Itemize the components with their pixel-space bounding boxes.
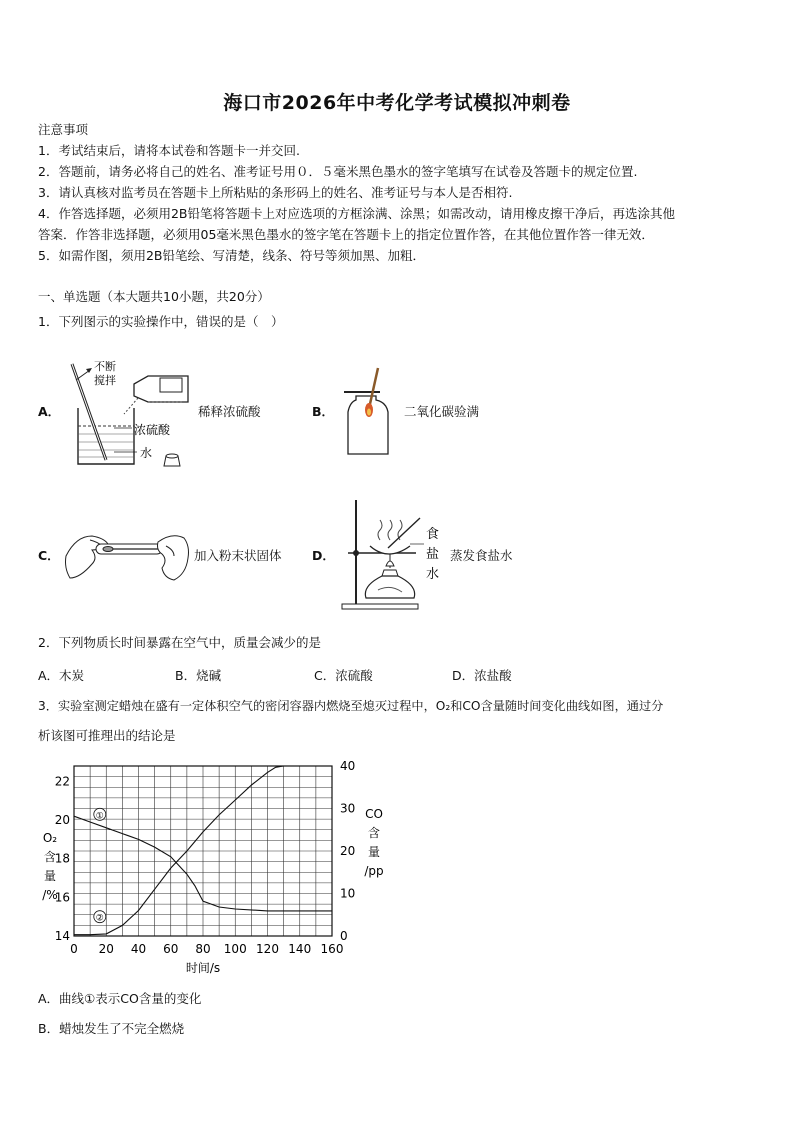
y-left-tick-label: 16 bbox=[54, 890, 70, 905]
question-3-stem: 3．实验室测定蜡烛在盛有一定体积空气的密闭容器内燃烧至熄灭过程中，O₂和CO含量随时间变化曲线如图，通过分 bbox=[38, 699, 664, 713]
notice-heading: 注意事项 bbox=[38, 122, 89, 137]
y-right-axis-label: 含 bbox=[367, 826, 381, 840]
q2-option-d: D．浓盐酸 bbox=[452, 668, 512, 683]
y-right-tick-label: 0 bbox=[340, 929, 348, 943]
option-a-letter: A． bbox=[38, 404, 61, 419]
label-water: 水 bbox=[140, 446, 153, 460]
label-stir-2: 搅拌 bbox=[94, 374, 116, 387]
y-right-tick-label: 10 bbox=[340, 886, 356, 901]
x-tick-label: 100 bbox=[223, 942, 247, 956]
notice-item: 5．如需作图，须用2B铅笔绘、写清楚，线条、符号等须加黑、加粗． bbox=[38, 248, 425, 263]
y-left-axis-label: /% bbox=[42, 888, 58, 902]
option-c-letter: C． bbox=[38, 548, 60, 563]
o2-co-chart bbox=[36, 760, 396, 980]
x-tick-label: 80 bbox=[195, 942, 211, 956]
notice-item: 2．答题前，请务必将自己的姓名、准考证号用０．５毫米黑色墨水的签字笔填写在试卷及答题卡的规定位置. bbox=[38, 164, 638, 179]
y-right-tick-label: 40 bbox=[340, 760, 356, 773]
option-b-letter: B． bbox=[312, 404, 335, 419]
y-left-axis-label: 含 bbox=[43, 850, 57, 864]
q3-option-b: B．蜡烛发生了不完全燃烧 bbox=[38, 1021, 185, 1036]
notice-item: 3．请认真核对监考员在答题卡上所粘贴的条形码上的姓名、准考证号与本人是否相符. bbox=[38, 185, 513, 200]
question-2-stem: 2．下列物质长时间暴露在空气中，质量会减少的是 bbox=[38, 635, 321, 650]
label-d-3: 水 bbox=[426, 567, 440, 582]
y-right-axis-label: /pp bbox=[364, 864, 384, 878]
x-tick-label: 160 bbox=[320, 942, 344, 956]
label-d-1: 食 bbox=[426, 527, 440, 542]
dilute-acid-figure bbox=[62, 356, 204, 474]
y-right-axis-label: 量 bbox=[367, 845, 381, 859]
curve-label: ① bbox=[95, 811, 104, 822]
option-d-caption: 蒸发食盐水 bbox=[450, 548, 513, 563]
add-powder-figure bbox=[62, 520, 192, 584]
y-left-tick-label: 14 bbox=[54, 929, 70, 943]
y-right-axis-label: CO bbox=[365, 807, 383, 821]
y-left-tick-label: 22 bbox=[54, 774, 70, 789]
label-stir: 不断 bbox=[94, 360, 116, 373]
x-axis-label: 时间/s bbox=[185, 961, 221, 975]
x-tick-label: 60 bbox=[163, 942, 179, 956]
y-left-tick-label: 18 bbox=[54, 851, 70, 866]
option-b-caption: 二氧化碳验满 bbox=[404, 404, 480, 419]
y-right-tick-label: 30 bbox=[340, 801, 356, 816]
section-heading: 一、单选题（本大题共10小题，共20分） bbox=[38, 289, 270, 304]
label-d-2: 盐 bbox=[426, 547, 440, 562]
x-tick-label: 40 bbox=[130, 942, 147, 956]
question-1-stem: 1．下列图示的实验操作中，错误的是（ ） bbox=[38, 314, 284, 329]
notice-item: 4．作答选择题，必须用2B铅笔将答题卡上对应选项的方框涂满、涂黑；如需改动，请用橡皮擦干净后，再选涂其他 bbox=[38, 206, 675, 221]
q2-option-a: A．木炭 bbox=[38, 668, 85, 683]
question-3-stem-2: 析该图可推理出的结论是 bbox=[38, 728, 176, 743]
y-left-tick-label: 20 bbox=[54, 813, 70, 828]
label-acid: 浓硫酸 bbox=[134, 423, 171, 437]
option-c-caption: 加入粉末状固体 bbox=[194, 548, 282, 563]
notice-item: 1．考试结束后，请将本试卷和答题卡一并交回. bbox=[38, 143, 300, 158]
y-left-axis-label: O₂ bbox=[42, 831, 58, 845]
curve-label: ② bbox=[95, 913, 104, 924]
q2-option-b: B．烧碱 bbox=[175, 668, 222, 683]
page-title: 海口市2026年中考化学考试模拟冲刺卷 bbox=[223, 92, 571, 114]
notice-item: 答案．作答非选择题，必须用05毫米黑色墨水的签字笔在答题卡上的指定位置作答，在其他位置作答一律无效． bbox=[38, 227, 654, 242]
x-tick-label: 140 bbox=[288, 942, 312, 956]
option-d-letter: D． bbox=[312, 548, 335, 563]
y-left-axis-label: 量 bbox=[43, 869, 57, 883]
co2-check-figure bbox=[340, 366, 402, 458]
x-tick-label: 20 bbox=[98, 942, 114, 956]
option-a-caption: 稀释浓硫酸 bbox=[198, 404, 261, 419]
y-right-tick-label: 20 bbox=[340, 844, 356, 858]
x-tick-label: 0 bbox=[70, 942, 78, 956]
x-tick-label: 120 bbox=[256, 942, 279, 956]
q3-option-a: A．曲线①表示CO含量的变化 bbox=[38, 991, 202, 1006]
evaporate-figure bbox=[338, 498, 450, 612]
q2-option-c: C．浓硫酸 bbox=[314, 668, 373, 683]
